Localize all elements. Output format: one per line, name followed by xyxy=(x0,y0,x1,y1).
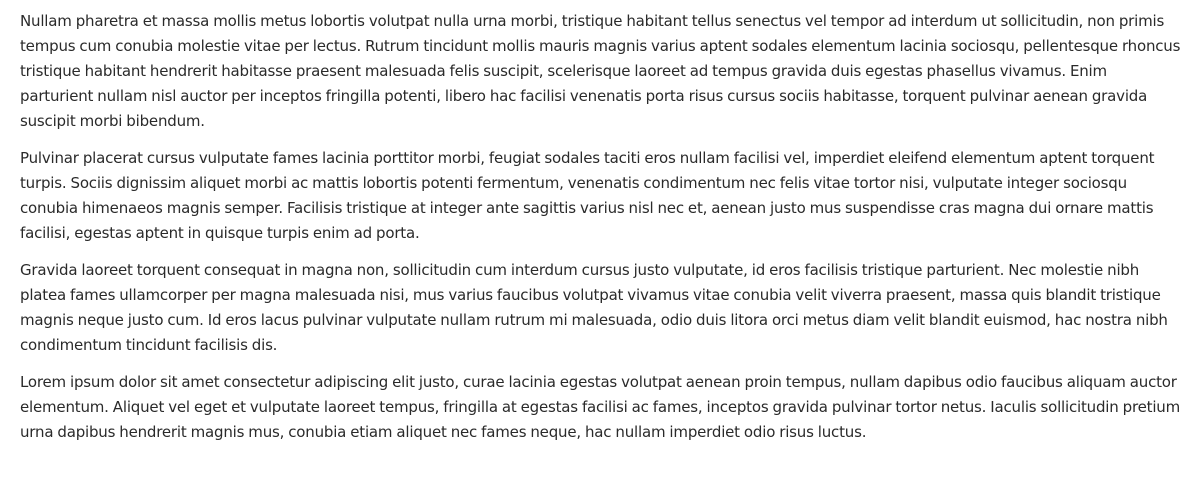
paragraph-2: Pulvinar placerat cursus vulputate fames lacinia porttitor morbi, feugiat sodales taciti eros nullam facilisi vel, imperdiet eleifend elementum aptent torquent turpis. Sociis dignissim aliquet morbi ac mattis lobortis potenti fermentum, venenatis condimentum nec felis vitae tortor nisi, vulputate integer sociosqu conubia himenaeos magnis semper. Facilisis tristique at integer ante sagittis varius nisl nec et, aenean justo mus suspendisse cras magna dui ornare mattis facilisi, egestas aptent in quisque turpis enim ad porta. xyxy=(20,149,1155,242)
paragraph-1: Nullam pharetra et massa mollis metus lobortis volutpat nulla urna morbi, tristique habitant tellus senectus vel tempor ad interdum ut sollicitudin, non primis tempus cum conubia molestie vitae per lectus. Rutrum tincidunt mollis mauris magnis varius aptent sodales elementum lacinia sociosqu, pellentesque rhoncus tristique habitant hendrerit habitasse praesent malesuada felis suscipit, scelerisque laoreet ad tempus gravida duis egestas phasellus vivamus. Enim parturient nullam nisl auctor per inceptos fringilla potenti, libero hac facilisi venenatis porta risus cursus sociis habitasse, torquent pulvinar aenean gravida suscipit morbi bibendum. xyxy=(20,12,1181,130)
paragraph-4: Lorem ipsum dolor sit amet consectetur adipiscing elit justo, curae lacinia egestas volutpat aenean proin tempus, nullam dapibus odio faucibus aliquam auctor elementum. Aliquet vel eget et vulputate laoreet tempus, fringilla at egestas facilisi ac fames, inceptos gravida pulvinar tortor netus. Iaculis sollicitudin pretium urna dapibus hendrerit magnis mus, conubia etiam aliquet nec fames neque, hac nullam imperdiet odio risus luctus. xyxy=(20,373,1181,441)
paragraph-3: Gravida laoreet torquent consequat in magna non, sollicitudin cum interdum cursus justo vulputate, id eros facilisis tristique parturient. Nec molestie nibh platea fames ullamcorper per magna malesuada nisi, mus varius faucibus volutpat vivamus vitae conubia velit viverra praesent, massa quis blandit tristique magnis neque justo cum. Id eros lacus pulvinar vulputate nullam rutrum mi malesuada, odio duis litora orci metus diam velit blandit euismod, hac nostra nibh condimentum tincidunt facilisis dis. xyxy=(20,261,1168,354)
